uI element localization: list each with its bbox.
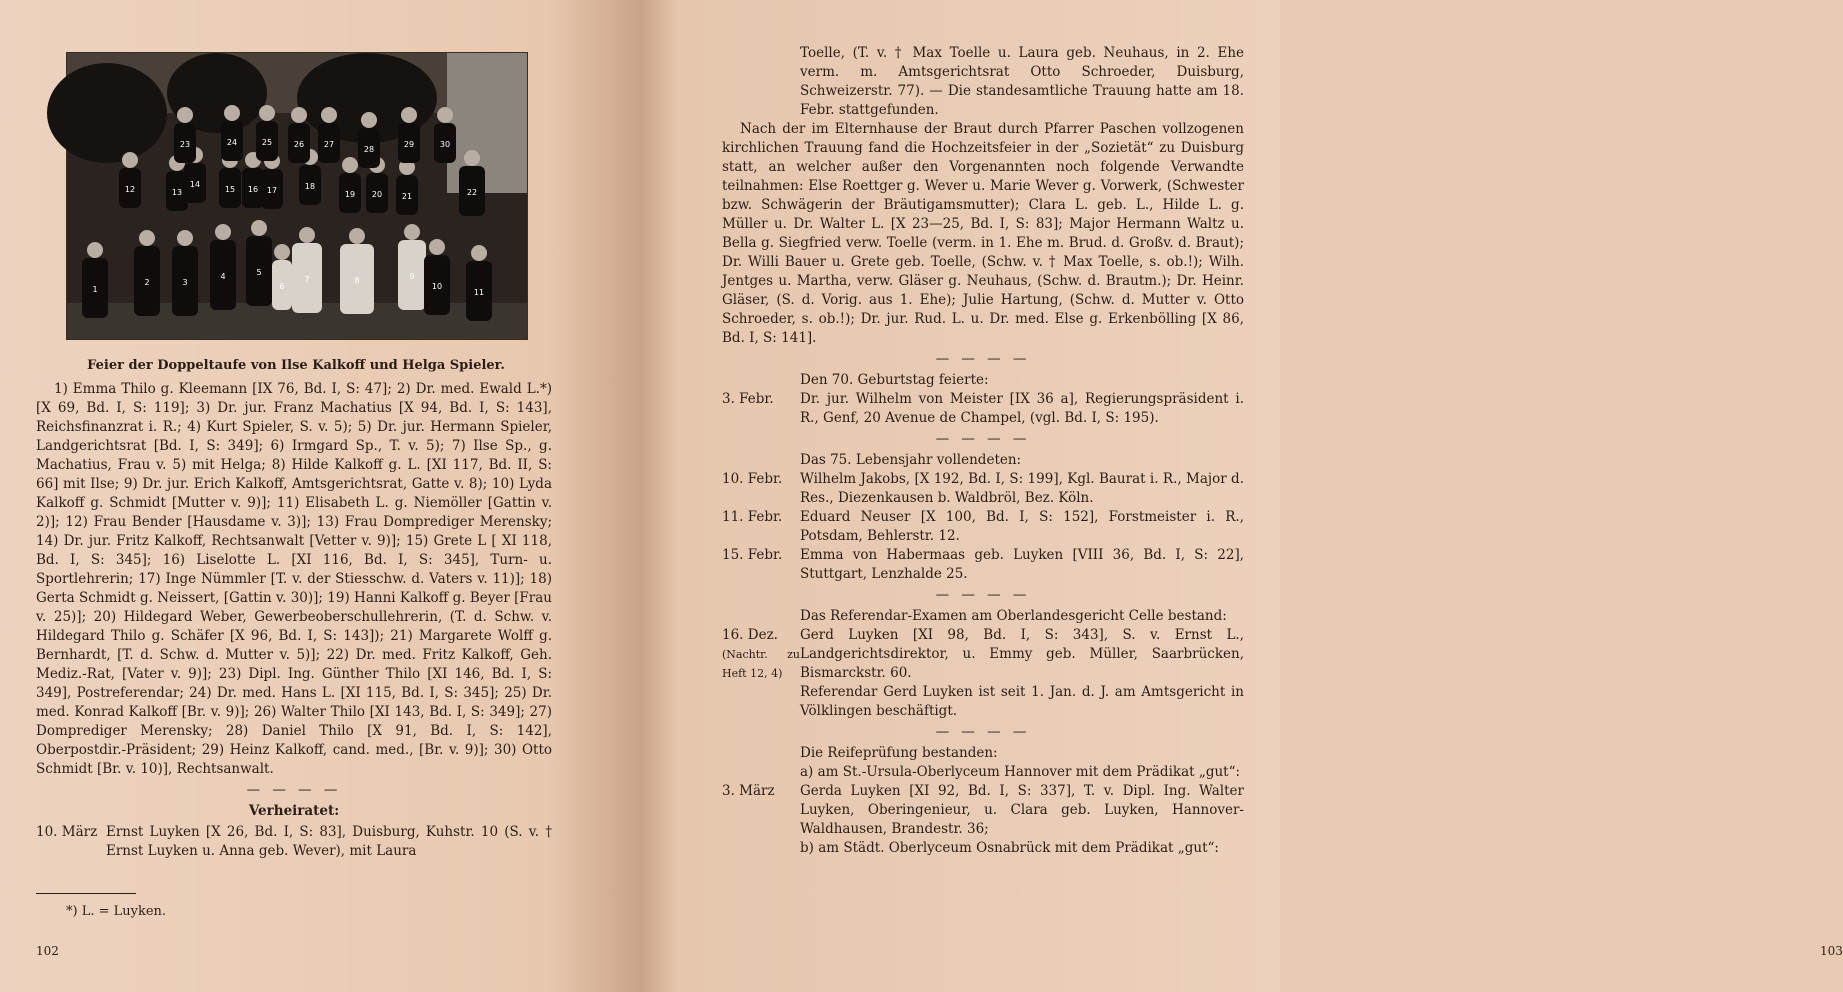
person-head xyxy=(122,152,138,168)
continuation-text: Toelle, (T. v. † Max Toelle u. Laura geb. Neuhaus, in 2. Ehe verm. m. Amtsgerichtsrat Otto Schroeder, Duisburg, Schweizerstr. 77). — Die standesamtliche Trauung hatte am 18. Febr. stattgefunden. xyxy=(800,45,1244,118)
photo-number-label: 13 xyxy=(171,188,183,197)
year75-text: Eduard Neuser [X 100, Bd. I, S: 152], Forstmeister i. R., Potsdam, Behlerstr. 12. xyxy=(800,509,1244,544)
section-rule: — — — — xyxy=(246,782,342,798)
year75-text: Wilhelm Jakobs, [X 192, Bd. I, S: 199], Kgl. Baurat i. R., Major d. Res., Diezenkausen b. Waldbröl, Bez. Köln. xyxy=(800,471,1244,506)
year75-date: 15. Febr. xyxy=(722,547,783,563)
reife-a: a) am St.-Ursula-Oberlyceum Hannover mit dem Prädikat „gut“: xyxy=(800,764,1241,780)
photo-number-label: 20 xyxy=(371,190,383,199)
birthday70-heading: Den 70. Geburtstag feierte: xyxy=(800,372,989,388)
person-head xyxy=(291,107,307,123)
referendar-heading: Das Referendar-Examen am Oberlandesgericht Celle bestand: xyxy=(800,608,1227,624)
right-body xyxy=(722,44,1244,858)
person-head xyxy=(299,227,315,243)
right-page xyxy=(640,0,1843,992)
person-head xyxy=(177,107,193,123)
reife-b: b) am Städt. Oberlyceum Osnabrück mit dem Prädikat „gut“: xyxy=(800,840,1219,856)
photo-number-label: 15 xyxy=(224,185,236,194)
photo-number-label: 22 xyxy=(466,188,478,197)
person-head xyxy=(274,244,290,260)
page-number-left: 102 xyxy=(36,944,59,958)
footnote: *) L. = Luyken. xyxy=(66,904,167,919)
year75-entry xyxy=(722,470,1244,508)
person-head xyxy=(321,107,337,123)
birthday70-date: 3. Febr. xyxy=(722,391,774,407)
referendar-date: 16. Dez. xyxy=(722,627,778,643)
referendar-text xyxy=(800,626,1244,721)
photo-number-label: 10 xyxy=(431,282,443,291)
birthday70-text: Dr. jur. Wilhelm von Meister [IX 36 a], Regierungspräsident i. R., Genf, 20 Avenue de Champel, (vgl. Bd. I, S: 195). xyxy=(800,391,1244,426)
photo-number-label: 14 xyxy=(189,180,201,189)
year75-entry xyxy=(722,508,1244,546)
photo-number-label: 28 xyxy=(363,145,375,154)
person-head xyxy=(224,105,240,121)
birthday70-entry xyxy=(722,390,1244,428)
person-head xyxy=(251,220,267,236)
photo-number-label: 19 xyxy=(344,190,356,199)
year75-entry xyxy=(722,546,1244,584)
married-text: Ernst Luyken [X 26, Bd. I, S: 83], Duisburg, Kuhstr. 10 (S. v. † Ernst Luyken u. Anna geb. Wever), mit Laura xyxy=(106,824,552,859)
photo-legend-paragraph: 1) Emma Thilo g. Kleemann [IX 76, Bd. I, S: 47]; 2) Dr. med. Ewald L.*) [X 69, Bd. I, S: 119]; 3) Dr. jur. Franz Machatius [X 94, Bd. I, S: 143], Reichsfinanzrat i. R.; 4) Kurt Spieler, S. v. 5); 5) Dr. jur. Hermann Spieler, Landgerichtsrat [Bd. I, S: 349]; 6) Irmgard Sp., T. v. 5); 7) Ilse Sp., g. Machatius, Frau v. 5) mit Helga; 8) Hilde Kalkoff g. L. [XI 117, Bd. II, S: 66] mit Ilse; 9) Dr. jur. Erich Kalkoff, Amtsgerichtsrat, Gatte v. 8); 10) Lyda Kalkoff g. Schmidt [Mutter v. 9)]; 11) Elisabeth L. g. Niemöller [Gattin v. 2)]; 12) Frau Bender [Hausdame v. 3)]; 13) Frau Domprediger Merensky; 14) Dr. jur. Fritz Kalkoff, Rechtsanwalt [Vetter v. 9)]; 15) Grete L [ XI 118, Bd. I, S: 345]; 16) Liselotte L. [XI 116, Bd. I, S: 345], Turn- u. Sportlehrerin; 17) Inge Nümmler [T. v. der Stiesschw. d. Vaters v. 11)]; 18) Gerta Schmidt g. Neissert, [Gattin v. 30)]; 19) Hanni Kalkoff g. Beyer [Frau v. 25)]; 20) Hildegard Weber, Gewerbeoberschullehrerin, (T. d. Schw. v. Hildegard Thilo g. Schäfer [X 96, Bd. I, S: 143]); 21) Margarete Wolff g. Bernhardt, [T. d. Schw. d. Mutter v. 5)]; 22) Dr. med. Fritz Kalkoff, Geh. Mediz.-Rat, [Vater v. 9)]; 23) Dipl. Ing. Günther Thilo [XI 146, Bd. I, S: 349], Postreferendar; 24) Dr. med. Hans L. [XI 115, Bd. I, S: 345]; 25) Dr. med. Konrad Kalkoff [Br. v. 9)]; 26) Walter Thilo [XI 143, Bd. I, S: 349]; 27) Domprediger Merensky; 28) Daniel Thilo [X 91, Bd. I, S: 142], Oberpostdir.-Präsident; 29) Heinz Kalkoff, cand. med., [Br. v. 9)]; 30) Otto Schmidt [Br. v. 10)], Rechtsanwalt. xyxy=(36,381,552,777)
photo-number-label: 24 xyxy=(226,138,238,147)
person-head xyxy=(429,239,445,255)
person-head xyxy=(177,230,193,246)
footnote-rule xyxy=(36,893,136,894)
page-number-right: 103 xyxy=(1820,944,1843,958)
left-body xyxy=(36,380,552,861)
person-head xyxy=(464,150,480,166)
photo-number-label: 2 xyxy=(144,278,150,287)
group-photo xyxy=(66,52,528,340)
reife-heading: Die Reifeprüfung bestanden: xyxy=(800,745,998,761)
referendar-note: (Nachtr. zu Heft 12, 4) xyxy=(722,648,800,680)
reife-entry xyxy=(722,782,1244,839)
married-entry xyxy=(36,823,552,861)
photo-number-label: 9 xyxy=(409,272,415,281)
photo-number-label: 6 xyxy=(279,282,285,291)
group-photo-image xyxy=(67,53,527,339)
photo-number-label: 27 xyxy=(323,140,335,149)
year75-date: 10. Febr. xyxy=(722,471,783,487)
referendar-text-second: Referendar Gerd Luyken ist seit 1. Jan. d. J. am Amtsgericht in Völklingen beschäftigt. xyxy=(800,684,1244,719)
person-head xyxy=(471,245,487,261)
person-head xyxy=(139,230,155,246)
photo-number-label: 26 xyxy=(293,140,305,149)
photo-number-label: 7 xyxy=(304,275,310,284)
section-rule: — — — — xyxy=(935,351,1031,367)
referendar-text-main: Gerd Luyken [XI 98, Bd. I, S: 343], S. v. Ernst L., Landgerichtsdirektor, u. Emmy geb. Müller, Saarbrücken, Bismarckstr. 60. xyxy=(800,627,1244,681)
person-head xyxy=(87,242,103,258)
person-head xyxy=(342,157,358,173)
photo-number-label: 3 xyxy=(182,278,188,287)
photo-number-label: 17 xyxy=(266,186,278,195)
photo-caption: Feier der Doppeltaufe von Ilse Kalkoff und Helga Spieler. xyxy=(87,358,505,373)
married-heading: Verheiratet: xyxy=(248,803,340,819)
person-head xyxy=(215,224,231,240)
year75-heading: Das 75. Lebensjahr vollendeten: xyxy=(800,452,1022,468)
left-page xyxy=(0,0,640,992)
section-rule: — — — — xyxy=(935,587,1031,603)
reife-text: Gerda Luyken [XI 92, Bd. I, S: 337], T. v. Dipl. Ing. Walter Luyken, Oberingenieur, u. Clara geb. Luyken, Hannover-Waldhausen, Brandestr. 36; xyxy=(800,783,1244,837)
section-rule: — — — — xyxy=(935,724,1031,740)
photo-number-label: 29 xyxy=(403,140,415,149)
photo-number-label: 12 xyxy=(124,185,136,194)
photo-number-label: 18 xyxy=(304,182,316,191)
photo-number-label: 11 xyxy=(473,288,485,297)
referendar-date-block xyxy=(722,626,800,721)
photo-number-label: 4 xyxy=(220,272,226,281)
photo-number-label: 5 xyxy=(256,268,262,277)
person-head xyxy=(361,112,377,128)
married-date: 10. März xyxy=(36,824,98,840)
person-head xyxy=(259,105,275,121)
photo-number-label: 1 xyxy=(92,285,98,294)
section-rule: — — — — xyxy=(935,431,1031,447)
person-head xyxy=(404,224,420,240)
photo-number-label: 30 xyxy=(439,140,451,149)
photo-number-label: 21 xyxy=(401,192,413,201)
photo-number-label: 8 xyxy=(354,276,360,285)
reife-date: 3. März xyxy=(722,783,775,799)
year75-date: 11. Febr. xyxy=(722,509,783,525)
photo-number-label: 25 xyxy=(261,138,273,147)
photo-number-label: 23 xyxy=(179,140,191,149)
person-head xyxy=(401,107,417,123)
person-head xyxy=(349,228,365,244)
photo-number-label: 16 xyxy=(247,185,259,194)
wedding-paragraph: Nach der im Elternhause der Braut durch Pfarrer Paschen vollzogenen kirchlichen Trauung fand die Hochzeitsfeier in der „Sozietät“ zu Duisburg statt, an welcher außer den Vorgenannten noch folgende Verwandte teilnahmen: Else Roettger g. Wever u. Marie Wever g. Vorwerk, (Schwester bzw. Schwägerin der Bräutigamsmutter); Clara L. geb. L., Hilde L. g. Müller u. Dr. Walter L. [X 23—25, Bd. I, S: 83]; Major Hermann Waltz u. Bella g. Siegfried verw. Toelle (verm. in 1. Ehe m. Brud. d. Großv. d. Braut); Dr. Willi Bauer u. Grete geb. Toelle, (Schw. v. † Max Toelle, s. ob.!); Wilh. Jentges u. Martha, verw. Gläser g. Neuhaus, (Schw. d. Brautm.); Dr. Heinr. Gläser, (S. d. Vorig. aus 1. Ehe); Julie Hartung, (Schw. d. Mutter v. Otto Schroeder, s. ob.!); Dr. jur. Rud. L. u. Dr. med. Else g. Erkenbölling [X 86, Bd. I, S: 141]. xyxy=(722,121,1244,346)
referendar-entry xyxy=(722,626,1244,721)
person-head xyxy=(437,107,453,123)
year75-text: Emma von Habermaas geb. Luyken [VIII 36, Bd. I, S: 22], Stuttgart, Lenzhalde 25. xyxy=(800,547,1244,582)
